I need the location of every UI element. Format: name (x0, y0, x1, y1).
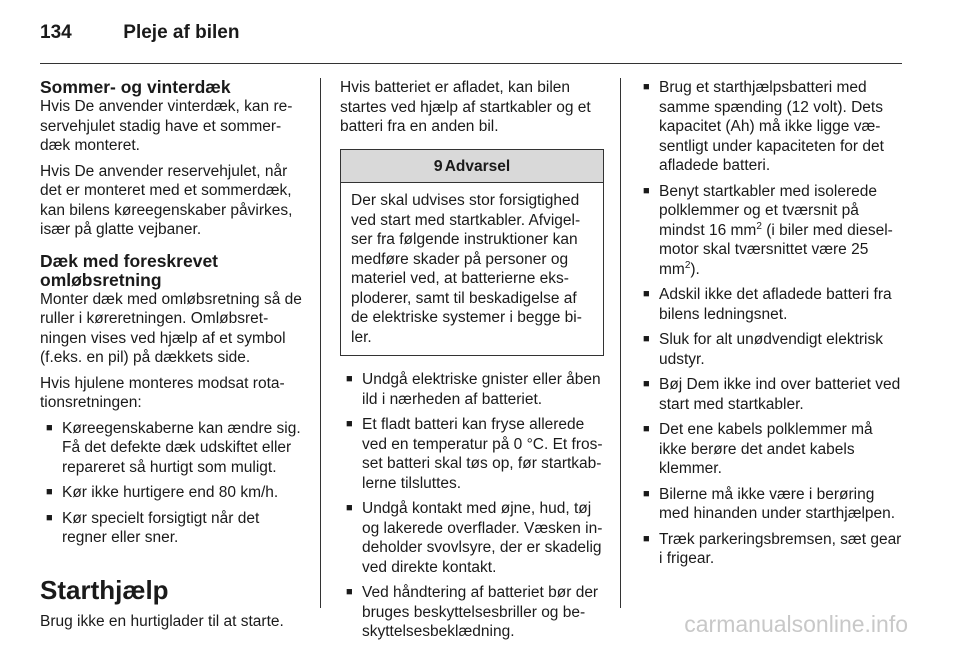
list-item: ■ Kør specielt forsigtigt når det regner eller sner. (46, 509, 260, 546)
list-item: ■ Ved håndtering af batteriet bør der bruges beskyttelsesbriller og be-skyttelsesbeklædning. (346, 584, 599, 640)
page-header (40, 22, 239, 44)
list-item: ■ Det ene kabels polklemmer må ikke berøre det andet kabels klemmer. (643, 421, 873, 477)
list-item: ■ Bøj Dem ikke ind over batteriet ved start med startkabler. (643, 376, 901, 413)
bullet-icon: ■ (46, 511, 53, 524)
paragraph: Monter dæk med omløbsretning så de ruller i køreretningen. Omløbsret-ningen vises ved hjælp af et symbol (f.eks. en pil) på dækkets side. (40, 290, 302, 366)
warning-triangle-icon: 9 (433, 157, 443, 175)
bullet-icon: ■ (643, 423, 650, 435)
list-item: ■ Adskil ikke det afladede batteri fra bilens ledningsnet. (643, 286, 892, 323)
bullet-icon: ■ (643, 333, 650, 345)
bullet-list (637, 78, 903, 569)
column-1 (40, 78, 306, 637)
list-item: ■ Benyt startkabler med isolerede polklemmer og et tværsnit på mindst 16 $mm^2$ (i biler med diesel-motor skal tværsnittet være 25 $mm^2$). (643, 182, 893, 278)
bullet-icon: ■ (46, 421, 53, 434)
bullet-icon: ■ (643, 288, 650, 300)
list-item: ■ Undgå kontakt med øjne, hud, tøj og lakerede overflader. Væsken in-deholder svovlsyre, der er skadelig ved direkte kontakt. (346, 500, 603, 576)
heading-jump-start: Starthjælp (40, 574, 169, 605)
list-item: ■ Træk parkeringsbremsen, sæt gear i frigear. (643, 530, 902, 567)
list-item: ■ Et fladt batteri kan fryse allerede ved en temperatur på 0 °C. Et fros-set batteri skal tøs op, før startkab-lerne tilsluttes. (346, 416, 603, 492)
bullet-icon: ■ (643, 532, 650, 545)
warning-box (340, 149, 604, 357)
heading-directional-tyres: Dæk med foreskrevet omløbsretning (40, 250, 218, 290)
column-3 (637, 78, 903, 575)
bullet-icon: ■ (643, 378, 650, 390)
bullet-list (40, 419, 306, 548)
bullet-icon: ■ (346, 502, 353, 514)
bullet-icon: ■ (46, 486, 53, 498)
paragraph: Hvis hjulene monteres modsat rota-tionsretningen: (40, 374, 285, 411)
column-divider (620, 78, 621, 608)
paragraph: Brug ikke en hurtiglader til at starte. (40, 612, 284, 630)
paragraph: Hvis De anvender reservehjulet, når det er monteret med et sommerdæk, kan bilens køreegenskaber påvirkes, især på glatte vejbaner. (40, 162, 293, 238)
list-item: ■ Sluk for alt unødvendigt elektrisk udstyr. (643, 331, 883, 368)
bullet-list (340, 370, 604, 642)
column-2 (340, 78, 604, 648)
heading-summer-winter-tyres: Sommer- og vinterdæk (40, 77, 231, 97)
column-divider (320, 78, 321, 608)
page-number: 134 (40, 22, 72, 43)
bullet-icon: ■ (643, 487, 650, 500)
paragraph: Hvis batteriet er afladet, kan bilen startes ved hjælp af startkabler og et batteri fra en anden bil. (340, 79, 591, 135)
warning-header (341, 150, 603, 184)
bullet-icon: ■ (346, 586, 353, 598)
bullet-icon: ■ (643, 81, 650, 93)
paragraph: Hvis De anvender vinterdæk, kan re-servehjulet stadig have et sommer-dæk monteret. (40, 98, 293, 154)
bullet-icon: ■ (346, 418, 353, 430)
watermark: carmanualsonline.info (684, 611, 908, 637)
list-item: ■ Undgå elektriske gnister eller åben ild i nærheden af batteriet. (346, 371, 601, 408)
list-item: ■ Kør ikke hurtigere end 80 km/h. (46, 484, 279, 501)
page-title: Pleje af bilen (123, 22, 240, 43)
warning-text: Der skal udvises stor forsigtighed ved start med startkabler. Afvigel-ser fra følgende instruktioner kan medføre skader på personer og materiel ved, at batterierne eks-ploderer, samt til beskadigelse af de elektriske systemer i begge bi-ler. (351, 192, 582, 346)
list-item: ■ Køreegenskaberne kan ændre sig. Få det defekte dæk udskiftet eller repareret så hurtigt som muligt. (46, 419, 301, 476)
bullet-icon: ■ (346, 373, 353, 385)
list-item: ■ Brug et starthjælpsbatteri med samme spænding (12 volt). Dets kapacitet (Ah) må ikke ligge væ-sentligt under kapaciteten for det afladede batteri. (643, 79, 884, 174)
header-rule (40, 63, 902, 64)
bullet-icon: ■ (643, 184, 650, 197)
warning-title: Advarsel (444, 157, 511, 175)
list-item: ■ Bilerne må ikke være i berøring med hinanden under starthjælpen. (643, 485, 896, 522)
